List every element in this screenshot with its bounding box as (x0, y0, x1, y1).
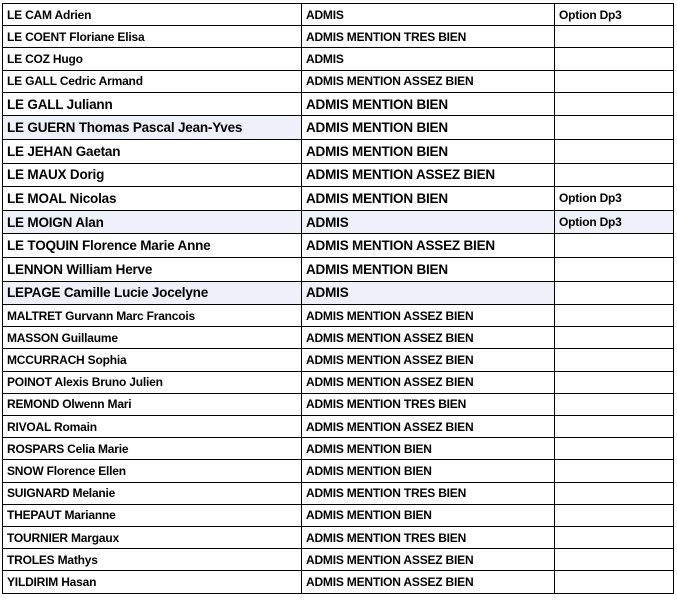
result-cell: ADMIS MENTION TRES BIEN (302, 482, 555, 504)
table-row (3, 26, 674, 48)
candidate-name: LENNON William Herve (3, 257, 302, 281)
candidate-name: LE MAUX Dorig (3, 163, 302, 187)
candidate-name: LE MOAL Nicolas (3, 187, 302, 211)
candidate-name: REMOND Olwenn Mari (3, 393, 302, 415)
candidate-name: RIVOAL Romain (3, 416, 302, 438)
table-row (3, 482, 674, 504)
table-row (3, 234, 674, 258)
table-row (3, 187, 674, 211)
table-row (3, 416, 674, 438)
candidate-name: LE CAM Adrien (3, 4, 302, 26)
candidate-name: THEPAUT Marianne (3, 504, 302, 526)
result-cell: ADMIS (302, 4, 555, 26)
option-cell (555, 460, 674, 482)
table-row (3, 504, 674, 526)
table-row (3, 327, 674, 349)
option-cell (555, 438, 674, 460)
result-cell: ADMIS MENTION TRES BIEN (302, 393, 555, 415)
candidate-name: ROSPARS Celia Marie (3, 438, 302, 460)
result-cell: ADMIS MENTION ASSEZ BIEN (302, 163, 555, 187)
result-cell: ADMIS MENTION BIEN (302, 92, 555, 116)
candidate-name: LE MOIGN Alan (3, 210, 302, 234)
candidate-name: LE GUERN Thomas Pascal Jean-Yves (3, 116, 302, 140)
candidate-name: SNOW Florence Ellen (3, 460, 302, 482)
result-cell: ADMIS MENTION BIEN (302, 504, 555, 526)
result-cell: ADMIS MENTION ASSEZ BIEN (302, 549, 555, 571)
option-cell (555, 116, 674, 140)
candidate-name: MASSON Guillaume (3, 327, 302, 349)
option-cell: Option Dp3 (555, 4, 674, 26)
table-row (3, 305, 674, 327)
table-row (3, 460, 674, 482)
option-cell: Option Dp3 (555, 210, 674, 234)
option-cell (555, 327, 674, 349)
result-cell: ADMIS MENTION BIEN (302, 460, 555, 482)
result-cell: ADMIS MENTION BIEN (302, 139, 555, 163)
result-cell: ADMIS MENTION ASSEZ BIEN (302, 234, 555, 258)
result-cell: ADMIS (302, 48, 555, 70)
result-cell: ADMIS MENTION ASSEZ BIEN (302, 571, 555, 593)
table-row (3, 92, 674, 116)
option-cell (555, 549, 674, 571)
option-cell (555, 281, 674, 305)
candidate-name: LE GALL Juliann (3, 92, 302, 116)
option-cell (555, 257, 674, 281)
option-cell (555, 163, 674, 187)
result-cell: ADMIS (302, 281, 555, 305)
table-row (3, 4, 674, 26)
result-cell: ADMIS MENTION BIEN (302, 257, 555, 281)
option-cell (555, 526, 674, 548)
result-cell: ADMIS MENTION ASSEZ BIEN (302, 327, 555, 349)
option-cell (555, 234, 674, 258)
table-row (3, 139, 674, 163)
option-cell (555, 393, 674, 415)
candidate-name: LE COZ Hugo (3, 48, 302, 70)
option-cell (555, 70, 674, 92)
result-cell: ADMIS MENTION ASSEZ BIEN (302, 305, 555, 327)
option-cell (555, 48, 674, 70)
table-row (3, 257, 674, 281)
table-row (3, 116, 674, 140)
option-cell (555, 349, 674, 371)
candidate-name: YILDIRIM Hasan (3, 571, 302, 593)
table-row (3, 571, 674, 593)
table-row (3, 48, 674, 70)
option-cell (555, 571, 674, 593)
candidate-name: LE COENT Floriane Elisa (3, 26, 302, 48)
candidate-name: MALTRET Gurvann Marc Francois (3, 305, 302, 327)
option-cell (555, 26, 674, 48)
table-row (3, 349, 674, 371)
option-cell (555, 504, 674, 526)
candidate-name: TROLES Mathys (3, 549, 302, 571)
table-row (3, 549, 674, 571)
result-cell: ADMIS MENTION ASSEZ BIEN (302, 371, 555, 393)
candidate-name: TOURNIER Margaux (3, 526, 302, 548)
table-row (3, 371, 674, 393)
option-cell (555, 482, 674, 504)
result-cell: ADMIS MENTION ASSEZ BIEN (302, 349, 555, 371)
table-row (3, 438, 674, 460)
results-table (2, 3, 674, 594)
table-row (3, 210, 674, 234)
candidate-name: SUIGNARD Melanie (3, 482, 302, 504)
result-cell: ADMIS MENTION ASSEZ BIEN (302, 70, 555, 92)
candidate-name: LE GALL Cedric Armand (3, 70, 302, 92)
result-cell: ADMIS MENTION BIEN (302, 116, 555, 140)
option-cell (555, 92, 674, 116)
option-cell (555, 139, 674, 163)
table-row (3, 163, 674, 187)
result-cell: ADMIS MENTION TRES BIEN (302, 526, 555, 548)
result-cell: ADMIS MENTION TRES BIEN (302, 26, 555, 48)
candidate-name: MCCURRACH Sophia (3, 349, 302, 371)
option-cell: Option Dp3 (555, 187, 674, 211)
table-row (3, 526, 674, 548)
option-cell (555, 416, 674, 438)
candidate-name: LE JEHAN Gaetan (3, 139, 302, 163)
table-row (3, 281, 674, 305)
table-row (3, 70, 674, 92)
result-cell: ADMIS MENTION ASSEZ BIEN (302, 416, 555, 438)
option-cell (555, 371, 674, 393)
result-cell: ADMIS (302, 210, 555, 234)
candidate-name: LE TOQUIN Florence Marie Anne (3, 234, 302, 258)
result-cell: ADMIS MENTION BIEN (302, 438, 555, 460)
table-row (3, 393, 674, 415)
candidate-name: POINOT Alexis Bruno Julien (3, 371, 302, 393)
result-cell: ADMIS MENTION BIEN (302, 187, 555, 211)
candidate-name: LEPAGE Camille Lucie Jocelyne (3, 281, 302, 305)
option-cell (555, 305, 674, 327)
